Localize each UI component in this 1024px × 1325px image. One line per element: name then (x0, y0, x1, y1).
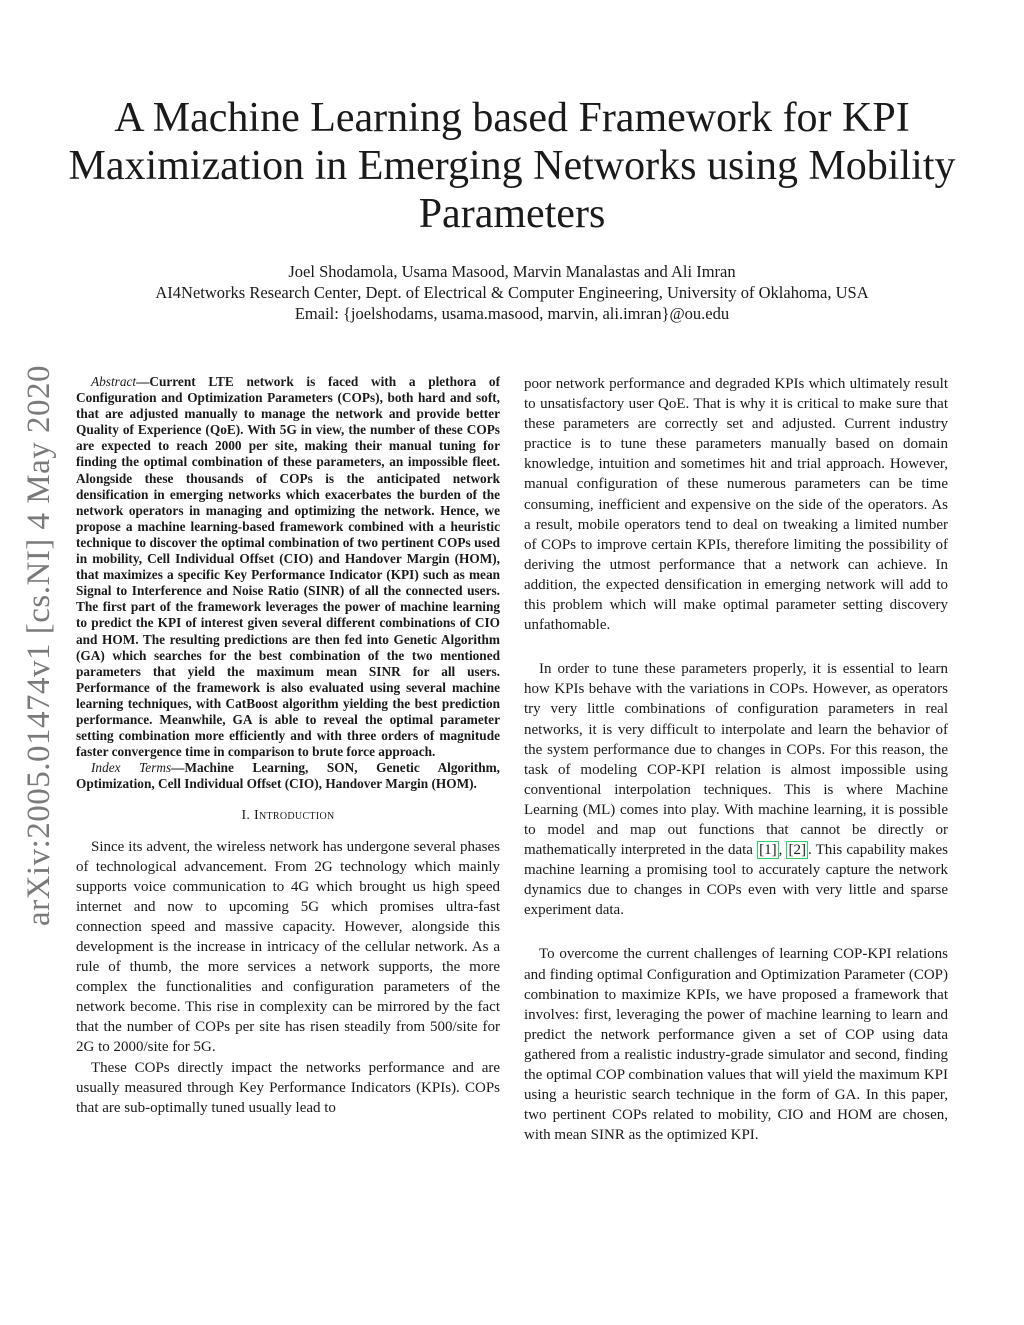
citation-link-2[interactable]: [2] (788, 842, 806, 859)
section-title: Introduction (254, 808, 335, 824)
section-heading-introduction (76, 806, 500, 826)
author-affiliation: AI4Networks Research Center, Dept. of Electrical & Computer Engineering, University of Oklahoma, USA (155, 283, 869, 302)
intro-paragraph-3 (524, 659, 948, 920)
author-block (60, 261, 964, 324)
intro-paragraph-4: To overcome the current challenges of learning COP-KPI relations and finding optimal Configuration and Optimization Parameter (COP) combination to maximize KPIs, we have proposed a framework that involves: first, leveraging the power of machine learning to learn and predict the network performance given a set of COP using data gathered from a realistic industry-grade simulator and second, finding the optimal COP combination values that will yield the maximum KPI using a heuristic search technique in the form of GA. In this paper, two pertinent COPs related to mobility, CIO and HOM are chosen, with mean SINR as the optimized KPI. (524, 946, 948, 1144)
arxiv-stamp (18, 360, 62, 930)
intro-paragraph-3-text-a: In order to tune these parameters properly, it is essential to learn how KPIs behave with the variations in COPs. However, as operators try very little combinations of configuration parameters in real networks, it is very difficult to interpolate and learn the behavior of the system performance due to changes in COPs. For this reason, the task of modeling COP-KPI relation is almost impossible using conventional interpolation techniques. This is where Machine Learning (ML) comes into play. With machine learning, it is possible to model and map out functions that cannot be directly or mathematically interpreted in the data (524, 661, 948, 859)
arxiv-stamp-text: arXiv:2005.01474v1 [cs.NI] 4 May 2020 (21, 364, 58, 926)
abstract (76, 374, 500, 760)
index-terms (76, 760, 500, 792)
citation-link-1[interactable]: [1] (759, 842, 777, 859)
index-terms-label: Index Terms (91, 760, 172, 776)
author-names: Joel Shodamola, Usama Masood, Marvin Manalastas and Ali Imran (288, 262, 736, 281)
intro-paragraph-1: Since its advent, the wireless network has undergone several phases of technological advancement. From 2G technology which mainly supports voice communication to 4G which brought us high speed internet and now to upcoming 5G which promises ultra-fast connection speed and massive capacity. However, alongside this development is the increase in intricacy of the cellular network. As a rule of thumb, the more services a network supports, the more complex the functionalities and configuration parameters of the network become. This rise in complexity can be mirrored by the fact that the number of COPs per site has risen steadily from 500/site for 2G to 2000/site for 5G. (76, 838, 500, 1056)
index-terms-text: —Machine Learning, SON, Genetic Algorithm, Optimization, Cell Individual Offset (CIO), Handover Margin (HOM). (76, 760, 500, 792)
right-column (524, 374, 948, 1145)
abstract-label: Abstract (91, 374, 137, 389)
intro-paragraph-3-text-b: . This capability makes machine learning a promising tool to accurately capture the network dynamics due to changes in COPs even with very little and sparse experiment data. (524, 842, 949, 919)
intro-paragraph-2: These COPs directly impact the networks performance and are usually measured through Key Performance Indicators (KPIs). COPs that are sub-optimally tuned usually lead to (76, 1059, 500, 1116)
left-column (76, 374, 500, 1118)
citation-separator: , (778, 842, 787, 859)
abstract-text: —Current LTE network is faced with a plethora of Configuration and Optimization Parameters (COPs), both hard and soft, that are adjusted manually to manage the network and provide better Quality of Experience (QoE). With 5G in view, the number of these COPs are expected to reach 2000 per site, making their manual tuning for finding the optimal combination of these parameters, an impossible fleet. Alongside these thousands of COPs is the anticipated network densification in emerging networks which exacerbates the burden of the network operators in managing and optimizing the network. Hence, we propose a machine learning-based framework combined with a heuristic technique to discover the optimal combination of two pertinent COPs used in mobility, Cell Individual Offset (CIO) and Handover Margin (HOM), that maximizes a specific Key Performance Indicator (KPI) such as mean Signal to Interference and Noise Ratio (SINR) of all the connected users. The first part of the framework leverages the power of machine learning to predict the KPI of interest given several different combinations of CIO and HOM. The resulting predictions are then fed into Genetic Algorithm (GA) which searches for the best combination of the two mentioned parameters that yield the maximum mean SINR for all users. Performance of the framework is also evaluated using several machine learning techniques, with CatBoost algorithm yielding the best prediction performance. Meanwhile, GA is able to reveal the optimal parameter setting combination more efficiently and with three orders of magnitude faster convergence time in comparison to brute force approach. (76, 374, 500, 760)
paper-title: A Machine Learning based Framework for KPI Maximization in Emerging Networks using Mobility Parameters (68, 95, 956, 237)
author-email: Email: {joelshodams, usama.masood, marvin, ali.imran}@ou.edu (294, 304, 730, 323)
section-number: I. (241, 808, 255, 824)
intro-paragraph-2-continued: poor network performance and degraded KPIs which ultimately result to unsatisfactory user QoE. That is why it is critical to make sure that these parameters are correctly set and adjusted. Current industry practice is to tune these parameters manually based on domain knowledge, intuition and sometimes hit and trial approach. However, manual configuration of these numerous parameters can be time consuming, inefficient and expensive on the side of the operators. As a result, mobile operators tend to deal on tweaking a limited number of COPs to improve certain KPIs, therefore limiting the possibility of deriving the utmost performance that a network can achieve. In addition, the expected densification in emerging network will add to this problem which will make optimal parameter setting discovery unfathomable. (524, 376, 948, 634)
